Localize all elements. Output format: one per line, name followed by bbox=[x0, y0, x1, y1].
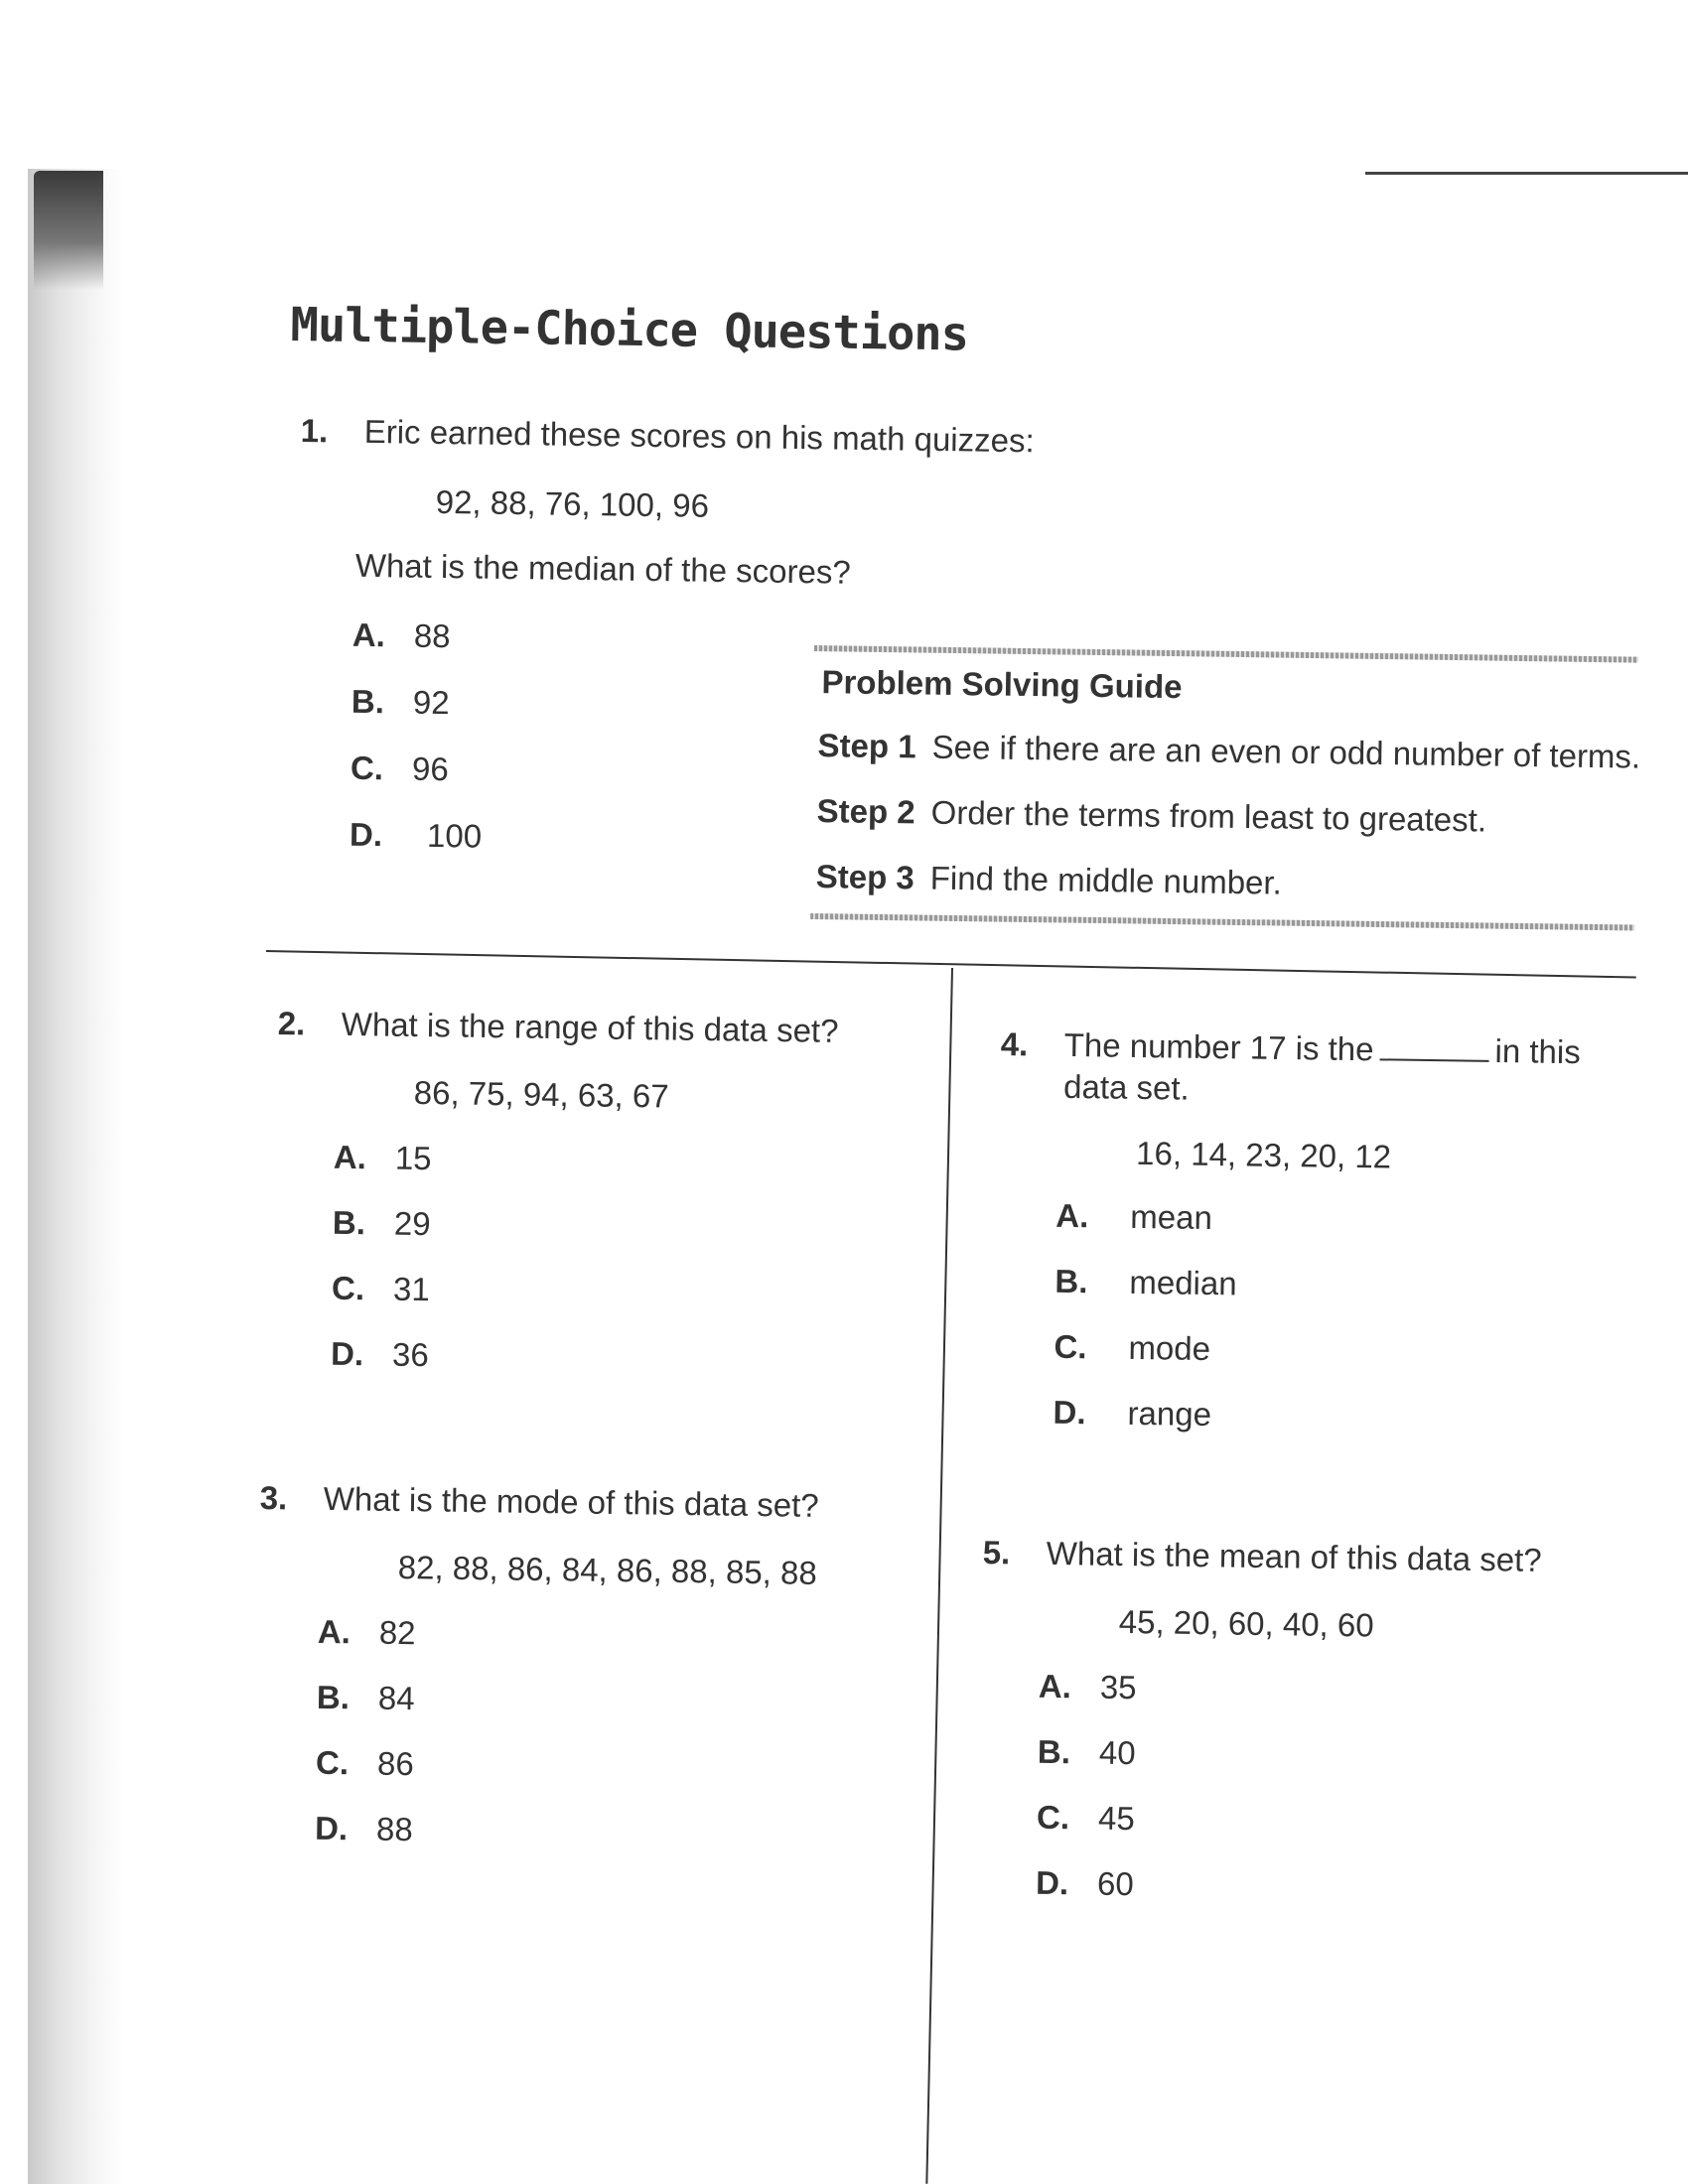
option-a[interactable] bbox=[334, 1139, 432, 1177]
option-b[interactable] bbox=[1038, 1733, 1136, 1772]
option-value: 84 bbox=[377, 1679, 415, 1717]
option-c[interactable] bbox=[332, 1270, 430, 1308]
guide-top-border bbox=[814, 645, 1638, 663]
option-letter: C. bbox=[1054, 1327, 1087, 1366]
guide-title: Problem Solving Guide bbox=[821, 663, 1183, 706]
question-text: What is the mode of this data set? bbox=[323, 1479, 819, 1524]
option-value: 96 bbox=[411, 750, 449, 788]
question-2 bbox=[273, 1005, 874, 1390]
option-d[interactable] bbox=[1036, 1864, 1134, 1903]
option-value: mode bbox=[1128, 1328, 1211, 1367]
step-label: Step 2 bbox=[816, 792, 915, 831]
step-text: Order the terms from least to greatest. bbox=[930, 793, 1487, 839]
option-letter: B. bbox=[316, 1678, 351, 1716]
question-text bbox=[1063, 1026, 1581, 1071]
option-value: 92 bbox=[412, 683, 450, 722]
option-b[interactable] bbox=[1055, 1263, 1237, 1303]
question-text-line-2: data set. bbox=[1062, 1067, 1190, 1107]
option-value: 88 bbox=[413, 616, 451, 655]
question-number: 5. bbox=[982, 1534, 1011, 1571]
option-c[interactable] bbox=[316, 1744, 414, 1783]
option-value: 15 bbox=[394, 1139, 432, 1177]
step-text: See if there are an even or odd number of terms. bbox=[931, 728, 1641, 775]
scan-corner-shadow bbox=[34, 171, 103, 290]
page-title: Multiple-Choice Questions bbox=[290, 298, 969, 362]
data-set: 92, 88, 76, 100, 96 bbox=[435, 482, 710, 524]
option-letter: D. bbox=[330, 1334, 364, 1373]
question-text: What is the mean of this data set? bbox=[1046, 1534, 1542, 1578]
question-number: 3. bbox=[259, 1479, 288, 1517]
option-value: 45 bbox=[1097, 1799, 1135, 1838]
option-d[interactable] bbox=[331, 1335, 429, 1374]
option-c[interactable] bbox=[1037, 1799, 1135, 1838]
option-letter: B. bbox=[1055, 1262, 1088, 1300]
option-letter: B. bbox=[351, 682, 385, 721]
question-number: 1. bbox=[300, 412, 329, 450]
option-value: 88 bbox=[375, 1810, 414, 1848]
option-d[interactable] bbox=[350, 816, 483, 856]
option-value: range bbox=[1127, 1394, 1212, 1433]
step-label: Step 1 bbox=[817, 727, 916, 765]
top-rule bbox=[1365, 172, 1688, 175]
option-b[interactable] bbox=[317, 1679, 415, 1717]
data-set: 16, 14, 23, 20, 12 bbox=[1135, 1134, 1392, 1175]
option-a[interactable] bbox=[1039, 1668, 1137, 1706]
data-set: 82, 88, 86, 84, 86, 88, 85, 88 bbox=[397, 1548, 818, 1591]
option-letter: A. bbox=[1055, 1196, 1089, 1235]
option-letter: D. bbox=[349, 815, 383, 854]
option-letter: D. bbox=[1053, 1393, 1086, 1432]
option-a[interactable] bbox=[318, 1613, 416, 1652]
question-5 bbox=[978, 1534, 1618, 1920]
option-c[interactable] bbox=[351, 750, 449, 788]
option-letter: C. bbox=[1036, 1798, 1070, 1837]
question-text: What is the range of this data set? bbox=[341, 1005, 839, 1049]
question-number: 2. bbox=[277, 1005, 306, 1042]
question-number: 4. bbox=[1000, 1025, 1029, 1063]
option-letter: B. bbox=[1037, 1732, 1071, 1771]
option-value: 36 bbox=[391, 1335, 430, 1374]
option-a[interactable] bbox=[352, 616, 451, 655]
option-value: 60 bbox=[1096, 1864, 1135, 1903]
option-value: 35 bbox=[1099, 1668, 1137, 1706]
option-letter: C. bbox=[350, 749, 384, 787]
option-value: 100 bbox=[426, 816, 483, 855]
option-letter: A. bbox=[1038, 1667, 1072, 1706]
question-text-start: The number 17 is the bbox=[1063, 1025, 1374, 1068]
vertical-divider bbox=[925, 968, 953, 2184]
option-letter: C. bbox=[331, 1269, 365, 1307]
option-letter: A. bbox=[352, 615, 386, 654]
question-text-end: in this bbox=[1494, 1031, 1582, 1071]
guide-step-1 bbox=[817, 727, 1640, 776]
option-letter: D. bbox=[314, 1809, 349, 1847]
answer-blank bbox=[1379, 1057, 1488, 1062]
guide-step-3 bbox=[815, 858, 1282, 902]
question-3 bbox=[255, 1479, 896, 1865]
guide-bottom-border bbox=[810, 913, 1634, 931]
option-c[interactable] bbox=[1054, 1328, 1210, 1368]
data-set: 86, 75, 94, 63, 67 bbox=[413, 1073, 669, 1115]
step-text: Find the middle number. bbox=[929, 859, 1283, 901]
option-value: 40 bbox=[1098, 1733, 1136, 1772]
question-4 bbox=[995, 1025, 1636, 1451]
option-letter: D. bbox=[1035, 1863, 1069, 1902]
question-prompt: What is the median of the scores? bbox=[354, 546, 851, 591]
option-letter: C. bbox=[315, 1743, 350, 1782]
step-label: Step 3 bbox=[815, 858, 915, 896]
option-a[interactable] bbox=[1055, 1197, 1212, 1237]
option-letter: A. bbox=[317, 1612, 352, 1651]
question-text: Eric earned these scores on his math quizzes: bbox=[363, 412, 1035, 460]
option-b[interactable] bbox=[352, 683, 450, 722]
option-d[interactable] bbox=[1053, 1394, 1211, 1433]
data-set: 45, 20, 60, 40, 60 bbox=[1118, 1602, 1374, 1644]
option-value: 31 bbox=[392, 1270, 430, 1308]
problem-solving-guide bbox=[810, 645, 1641, 955]
option-letter: A. bbox=[333, 1138, 367, 1176]
option-value: 82 bbox=[378, 1613, 416, 1652]
guide-step-2 bbox=[816, 792, 1486, 839]
option-value: 86 bbox=[376, 1744, 414, 1783]
option-b[interactable] bbox=[333, 1204, 431, 1243]
option-d[interactable] bbox=[315, 1810, 413, 1848]
scan-shadow-edge bbox=[28, 169, 122, 2184]
option-value: median bbox=[1129, 1263, 1237, 1302]
option-value: mean bbox=[1130, 1197, 1213, 1236]
option-letter: B. bbox=[332, 1203, 366, 1242]
option-value: 29 bbox=[393, 1204, 431, 1243]
